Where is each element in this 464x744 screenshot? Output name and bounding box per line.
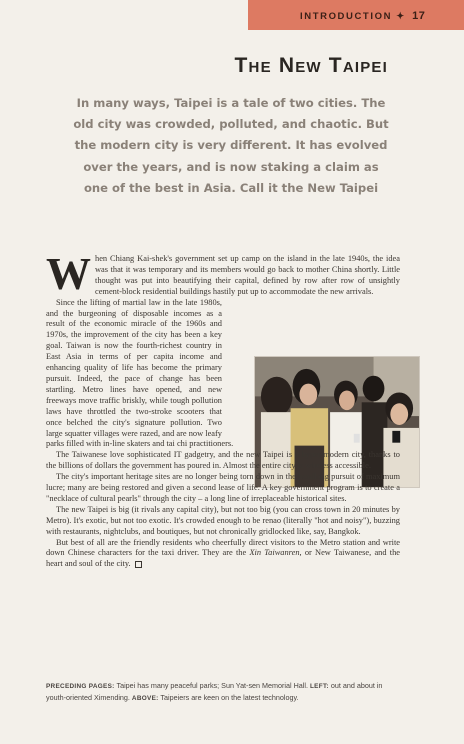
caption-text-left: out and about in youth-oriented Ximending.: [46, 681, 383, 702]
page-number: 17: [412, 10, 426, 22]
section-name: INTRODUCTION: [300, 11, 393, 22]
paragraph-6-italic: Xin Taiwanren: [249, 548, 300, 558]
paragraph-6-text-b: , or New Taiwanese, and the heart and soul of the city.: [46, 548, 400, 569]
paragraph-2: [46, 298, 400, 451]
paragraph-2-text: Since the lifting of martial law in the late 1980s, and the burgeoning of disposable incomes as a result of the economic miracle of the 1960s and 1970s, the improvement of the city has been a key goal. Taiwan is now the fourth-richest country in East Asia in terms of per capita income and enhancing quality of life has become the primary pursuit. Indeed, the pace of change has been startling. Metro lines have opened, and new freeways move traffic briskly, while tough pollution laws have throttled the two-stroke scooters that once belched the city's signature pollution. Two large squatter villages were razed, and are now leafy parks filled with in-line skaters and tai chi practitioners.: [46, 297, 234, 449]
caption-label-above: ABOVE:: [131, 694, 159, 702]
separator-icon: ✦: [396, 11, 406, 22]
photo-caption: [46, 681, 400, 705]
caption-label-left: LEFT:: [309, 683, 329, 690]
running-header: [300, 10, 460, 22]
paragraph-4: The city's important heritage sites are no longer being torn down in the headlong pursuit of maximum lucre; many are being restored and given a second lease of life. A key government program is to create a "necklace of cultural pearls" through the city – a long line of irreplaceable historical sites.: [46, 472, 400, 503]
paragraph-6: [46, 538, 400, 571]
drop-cap: W: [46, 249, 91, 299]
page-title: The New Taipei: [234, 54, 388, 77]
caption-text-above: Taipeiers are keen on the latest technology.: [158, 692, 299, 702]
photo-space: [230, 300, 400, 436]
paragraph-5: The new Taipei is big (it rivals any capital city), but not too big (you can cross town in 20 minutes by Metro). It's exotic, but not too exotic. It's crowded enough to be renao (literally "hot and noisy"), buzzing with restaurants, nightclubs, and boutiques, but not chronically gridlocked like, say, Bangkok.: [46, 504, 400, 536]
caption-label-preceding: PRECEDING PAGES:: [46, 683, 115, 690]
paragraph-3: The Taiwanese love sophisticated IT gadgetry, and the new Taipei is a hyper-modern city, thanks to the billions of dollars the government has poured in. Almost the entire city is wireless accessible.: [46, 450, 400, 471]
end-mark-icon: [135, 561, 142, 568]
caption-text-preceding: Taipei has many peaceful parks; Sun Yat-sen Memorial Hall.: [114, 681, 310, 690]
article-body: [46, 249, 400, 570]
paragraph-1-text: hen Chiang Kai-shek's government set up camp on the island in the late 1940s, the idea was that it was temporary and its members would go back to mother China shortly. Little thought was put into beautifying their capital, defined by row after row of unsightly cement-block residential buildings hastily put up to accommodate the new arrivals.: [95, 254, 400, 296]
paragraph-1: [46, 249, 400, 299]
intro-paragraph: In many ways, Taipei is a tale of two cities. The old city was crowded, polluted, and chaotic. But the modern city is very different. It has evolved over the years, and is now staking a claim as one of the best in Asia. Call it the New Taipei: [73, 96, 389, 195]
paragraph-6-text-a: But best of all are the friendly residents who cheerfully direct visitors to the Metro station and write down Chinese characters for the taxi driver. They are the: [46, 537, 400, 558]
